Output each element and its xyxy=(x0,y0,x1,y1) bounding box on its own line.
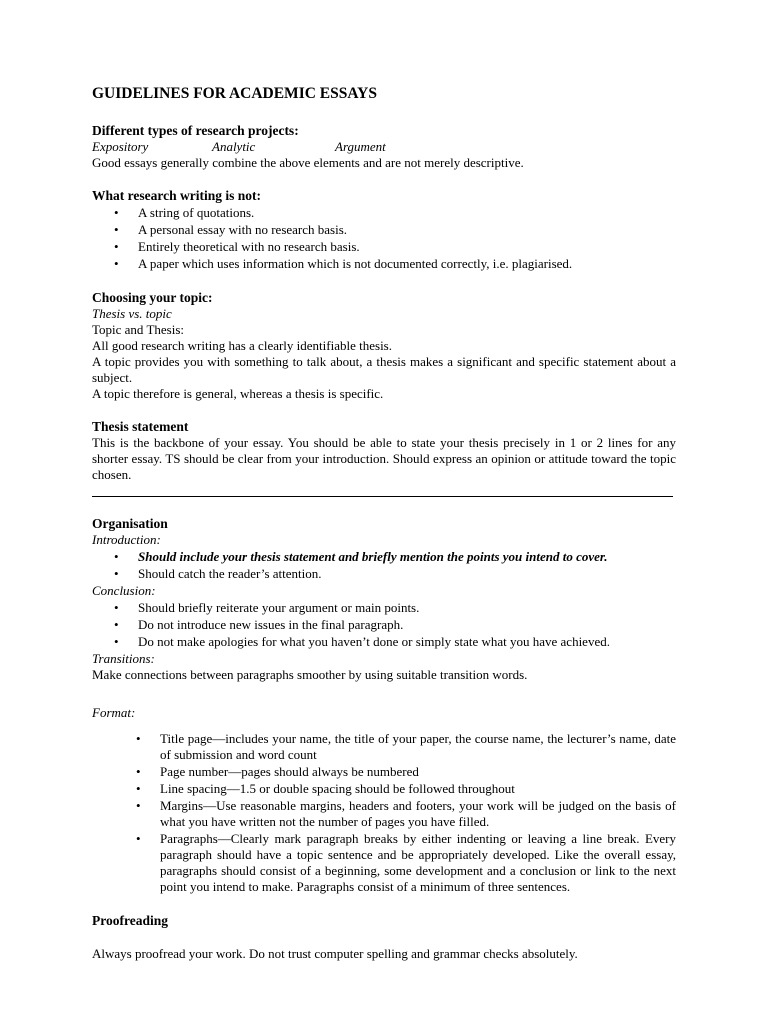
list-item: • Paragraphs—Clearly mark paragraph breaks by either indenting or leaving a line break. Every paragraph should have a topic sentence and be appropriately developed. Like the overall essay, paragraphs should consist of a beginning, some development and a conclusion or link to the next point you intend to make. Paragraphs consist of a minimum of three sentences. xyxy=(136,831,676,894)
topic-section xyxy=(92,290,676,402)
bullet-icon: • xyxy=(136,781,141,796)
research-type-analytic: Analytic xyxy=(212,139,256,154)
list-item: • Line spacing—1.5 or double spacing should be followed throughout xyxy=(136,781,515,796)
introduction-label: Introduction: xyxy=(92,532,161,547)
bullet-icon: • xyxy=(136,798,141,813)
list-item: • A personal essay with no research basis. xyxy=(114,222,348,237)
research-types-row xyxy=(92,139,676,155)
conclusion-list xyxy=(92,600,676,650)
bullet-icon: • xyxy=(114,205,119,220)
topic-line: A topic provides you with something to talk about, a thesis makes a significant and specific statement about a subject. xyxy=(92,354,676,385)
thesis-section xyxy=(92,419,676,483)
bullet-icon: • xyxy=(136,731,141,746)
format-label: Format: xyxy=(92,705,136,720)
bullet-icon: • xyxy=(114,256,119,271)
topic-subheading: Thesis vs. topic xyxy=(92,306,172,321)
bullet-icon: • xyxy=(136,764,141,779)
topic-line: All good research writing has a clearly identifiable thesis. xyxy=(92,338,392,353)
list-item: • Page number—pages should always be numbered xyxy=(136,764,419,779)
thesis-text: This is the backbone of your essay. You should be able to state your thesis precisely in 1 or 2 lines for any shorter essay. TS should be clear from your introduction. Should express an opinion or attitude toward the topic chosen. xyxy=(92,435,676,482)
bullet-icon: • xyxy=(114,634,119,649)
bullet-icon: • xyxy=(136,831,141,846)
thesis-heading: Thesis statement xyxy=(92,419,189,434)
introduction-list xyxy=(92,549,676,582)
transitions-label: Transitions: xyxy=(92,651,155,666)
list-item: • Margins—Use reasonable margins, headers and footers, your work will be judged on the basis of what you have written not the number of pages you have filled. xyxy=(136,798,676,829)
not-research-heading: What research writing is not: xyxy=(92,188,261,203)
list-item: • Do not make apologies for what you haven’t done or simply state what you have achieved. xyxy=(114,634,610,649)
research-types-note: Good essays generally combine the above elements and are not merely descriptive. xyxy=(92,155,524,170)
proofreading-section xyxy=(92,913,676,962)
document-title: GUIDELINES FOR ACADEMIC ESSAYS xyxy=(92,85,377,102)
list-item: • A string of quotations. xyxy=(114,205,255,220)
topic-line: Topic and Thesis: xyxy=(92,322,185,337)
not-research-section xyxy=(92,188,676,272)
bullet-icon: • xyxy=(114,600,119,615)
transitions-text: Make connections between paragraphs smoother by using suitable transition words. xyxy=(92,667,528,682)
section-divider xyxy=(92,496,673,497)
research-type-expository: Expository xyxy=(92,139,149,154)
bullet-icon: • xyxy=(114,549,119,564)
list-item: • Should include your thesis statement and briefly mention the points you intend to cover. xyxy=(114,549,608,564)
organisation-section xyxy=(92,516,676,683)
not-research-list xyxy=(92,205,676,272)
topic-heading: Choosing your topic: xyxy=(92,290,213,305)
list-item: • Title page—includes your name, the title of your paper, the course name, the lecturer’s name, date of submission and word count xyxy=(136,731,676,762)
bullet-icon: • xyxy=(114,239,119,254)
format-section xyxy=(92,705,676,895)
topic-line: A topic therefore is general, whereas a thesis is specific. xyxy=(92,386,384,401)
format-list xyxy=(92,731,676,895)
bullet-icon: • xyxy=(114,566,119,581)
research-types-section xyxy=(92,123,676,171)
research-type-argument: Argument xyxy=(335,139,386,154)
bullet-icon: • xyxy=(114,222,119,237)
list-item: • A paper which uses information which is not documented correctly, i.e. plagiarised. xyxy=(114,256,573,271)
list-item: • Should briefly reiterate your argument or main points. xyxy=(114,600,420,615)
list-item: • Do not introduce new issues in the final paragraph. xyxy=(114,617,404,632)
organisation-heading: Organisation xyxy=(92,516,168,531)
research-types-heading: Different types of research projects: xyxy=(92,123,299,138)
proofreading-text: Always proofread your work. Do not trust computer spelling and grammar checks absolutely. xyxy=(92,946,578,961)
conclusion-label: Conclusion: xyxy=(92,583,156,598)
proofreading-heading: Proofreading xyxy=(92,913,168,928)
list-item: • Should catch the reader’s attention. xyxy=(114,566,322,581)
list-item: • Entirely theoretical with no research basis. xyxy=(114,239,360,254)
bullet-icon: • xyxy=(114,617,119,632)
